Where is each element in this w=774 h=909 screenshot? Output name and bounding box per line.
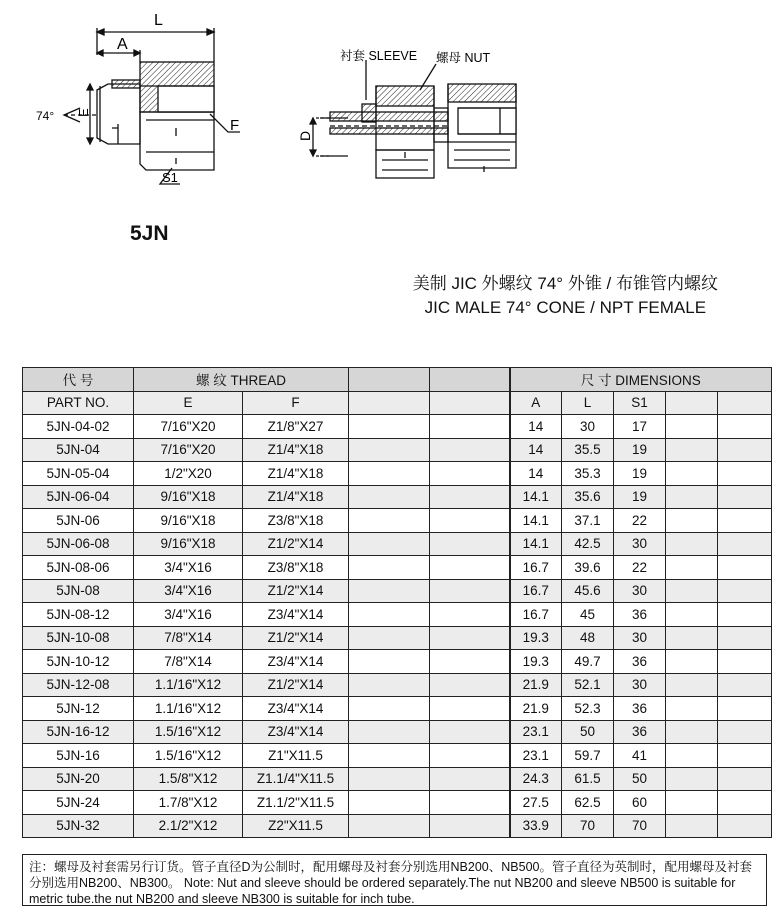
part-no-cell: 5JN-16-12 xyxy=(23,720,134,744)
dim-l-cell: 50 xyxy=(562,720,614,744)
table-row xyxy=(23,767,772,791)
table-row xyxy=(23,509,772,533)
dim-a-cell: 24.3 xyxy=(510,767,562,791)
dim-a-cell: 27.5 xyxy=(510,791,562,815)
dim-a-cell: 21.9 xyxy=(510,673,562,697)
dim-l-cell: 59.7 xyxy=(562,744,614,768)
table-row xyxy=(23,415,772,439)
dim-a-cell: 16.7 xyxy=(510,556,562,580)
thread-f-cell: Z2"X11.5 xyxy=(243,814,349,838)
thread-f-cell: Z1/2"X14 xyxy=(243,579,349,603)
dim-s1-cell: 19 xyxy=(614,485,666,509)
thread-e-cell: 2.1/2"X12 xyxy=(134,814,243,838)
dim-a-cell: 14.1 xyxy=(510,485,562,509)
table-row xyxy=(23,462,772,486)
header-dimensions: 尺 寸 DIMENSIONS xyxy=(510,368,772,392)
dim-a-cell: 16.7 xyxy=(510,579,562,603)
header-thread: 螺 纹 THREAD xyxy=(134,368,349,392)
thread-f-cell: Z3/4"X14 xyxy=(243,650,349,674)
thread-f-cell: Z3/4"X14 xyxy=(243,603,349,627)
subtitle-en: JIC MALE 74° CONE / NPT FEMALE xyxy=(424,298,707,317)
table-row xyxy=(23,579,772,603)
dim-a-cell: 19.3 xyxy=(510,650,562,674)
part-no-cell: 5JN-08-06 xyxy=(23,556,134,580)
dim-s1-cell: 36 xyxy=(614,697,666,721)
dim-s1-cell: 30 xyxy=(614,673,666,697)
dim-a-cell: 14 xyxy=(510,438,562,462)
thread-e-cell: 1.5/16"X12 xyxy=(134,744,243,768)
table-row xyxy=(23,697,772,721)
table-row xyxy=(23,720,772,744)
dim-label-d: D xyxy=(297,130,313,141)
part-no-cell: 5JN-06-04 xyxy=(23,485,134,509)
dim-s1-cell: 60 xyxy=(614,791,666,815)
part-no-cell: 5JN-04-02 xyxy=(23,415,134,439)
dim-s1-cell: 19 xyxy=(614,462,666,486)
thread-e-cell: 1.5/16"X12 xyxy=(134,720,243,744)
thread-f-cell: Z1.1/4"X11.5 xyxy=(243,767,349,791)
thread-f-cell: Z1/8"X27 xyxy=(243,415,349,439)
dim-l-cell: 35.3 xyxy=(562,462,614,486)
thread-e-cell: 9/16"X18 xyxy=(134,532,243,556)
thread-e-cell: 3/4"X16 xyxy=(134,579,243,603)
part-no-cell: 5JN-16 xyxy=(23,744,134,768)
dim-a-cell: 19.3 xyxy=(510,626,562,650)
thread-e-cell: 3/4"X16 xyxy=(134,603,243,627)
thread-e-cell: 9/16"X18 xyxy=(134,485,243,509)
dim-s1-cell: 50 xyxy=(614,767,666,791)
header-part-no: PART NO. xyxy=(23,391,134,415)
part-no-cell: 5JN-08-12 xyxy=(23,603,134,627)
table-row xyxy=(23,485,772,509)
dim-s1-cell: 36 xyxy=(614,650,666,674)
thread-f-cell: Z1/4"X18 xyxy=(243,485,349,509)
thread-f-cell: Z1/4"X18 xyxy=(243,438,349,462)
part-no-cell: 5JN-06-08 xyxy=(23,532,134,556)
dimension-table xyxy=(22,367,772,838)
thread-e-cell: 3/4"X16 xyxy=(134,556,243,580)
dim-label-f: F xyxy=(230,117,240,134)
dim-a-cell: 14.1 xyxy=(510,509,562,533)
table-row xyxy=(23,650,772,674)
table-row xyxy=(23,814,772,838)
label-sleeve: 衬套 SLEEVE xyxy=(340,49,418,63)
dim-l-cell: 52.3 xyxy=(562,697,614,721)
thread-f-cell: Z3/4"X14 xyxy=(243,720,349,744)
thread-e-cell: 7/16"X20 xyxy=(134,415,243,439)
dim-l-cell: 62.5 xyxy=(562,791,614,815)
dim-a-cell: 14 xyxy=(510,462,562,486)
dim-label-l: L xyxy=(154,12,163,29)
table-row xyxy=(23,626,772,650)
table-row xyxy=(23,603,772,627)
part-no-cell: 5JN-32 xyxy=(23,814,134,838)
thread-f-cell: Z1/2"X14 xyxy=(243,673,349,697)
dim-s1-cell: 30 xyxy=(614,626,666,650)
dim-s1-cell: 30 xyxy=(614,532,666,556)
dim-l-cell: 39.6 xyxy=(562,556,614,580)
dim-a-cell: 16.7 xyxy=(510,603,562,627)
ordering-note: 注：螺母及衬套需另行订货。管子直径D为公制时，配用螺母及衬套分别选用NB200、NB500。管子直径为英制时，配用螺母及衬套分别选用NB200、NB300。 Note: Nut and sleeve should be ordered separately.The nut NB200 and sleeve NB500 is suitable for metric tube.the nut NB200 and sleeve NB300 is suitable for inch tube. xyxy=(22,854,767,906)
table-row xyxy=(23,438,772,462)
part-no-cell: 5JN-08 xyxy=(23,579,134,603)
dim-s1-cell: 36 xyxy=(614,720,666,744)
dim-l-cell: 61.5 xyxy=(562,767,614,791)
dim-s1-cell: 41 xyxy=(614,744,666,768)
dim-l-cell: 37.1 xyxy=(562,509,614,533)
dim-l-cell: 49.7 xyxy=(562,650,614,674)
dim-s1-cell: 36 xyxy=(614,603,666,627)
table-row xyxy=(23,791,772,815)
thread-f-cell: Z1/4"X18 xyxy=(243,462,349,486)
part-no-cell: 5JN-24 xyxy=(23,791,134,815)
dim-s1-cell: 17 xyxy=(614,415,666,439)
table-row xyxy=(23,673,772,697)
part-no-cell: 5JN-12 xyxy=(23,697,134,721)
thread-e-cell: 1/2"X20 xyxy=(134,462,243,486)
dim-l-cell: 42.5 xyxy=(562,532,614,556)
dim-l-cell: 35.6 xyxy=(562,485,614,509)
table-row xyxy=(23,556,772,580)
table-subheader-row xyxy=(23,391,772,415)
dim-s1-cell: 70 xyxy=(614,814,666,838)
dim-label-a: A xyxy=(117,36,128,53)
table-row xyxy=(23,744,772,768)
dim-l-cell: 48 xyxy=(562,626,614,650)
thread-e-cell: 7/8"X14 xyxy=(134,626,243,650)
dim-l-cell: 52.1 xyxy=(562,673,614,697)
thread-e-cell: 9/16"X18 xyxy=(134,509,243,533)
part-no-cell: 5JN-10-08 xyxy=(23,626,134,650)
dim-s1-cell: 22 xyxy=(614,509,666,533)
part-no-cell: 5JN-06 xyxy=(23,509,134,533)
thread-e-cell: 1.1/16"X12 xyxy=(134,673,243,697)
thread-e-cell: 1.5/8"X12 xyxy=(134,767,243,791)
technical-drawings xyxy=(0,0,774,260)
product-subtitle xyxy=(413,272,718,320)
dim-l-cell: 30 xyxy=(562,415,614,439)
thread-e-cell: 1.1/16"X12 xyxy=(134,697,243,721)
dim-label-e: E xyxy=(76,108,91,117)
thread-e-cell: 7/8"X14 xyxy=(134,650,243,674)
subtitle-cn: 美制 JIC 外螺纹 74° 外锥 / 布锥管内螺纹 xyxy=(412,274,718,293)
thread-e-cell: 1.7/8"X12 xyxy=(134,791,243,815)
part-no-cell: 5JN-04 xyxy=(23,438,134,462)
dim-a-cell: 14 xyxy=(510,415,562,439)
thread-f-cell: Z1/2"X14 xyxy=(243,626,349,650)
dim-label-angle: 74° xyxy=(36,109,55,123)
part-no-cell: 5JN-05-04 xyxy=(23,462,134,486)
dim-a-cell: 33.9 xyxy=(510,814,562,838)
header-f: F xyxy=(243,391,349,415)
thread-f-cell: Z3/8"X18 xyxy=(243,556,349,580)
dim-s1-cell: 30 xyxy=(614,579,666,603)
thread-f-cell: Z1"X11.5 xyxy=(243,744,349,768)
dim-l-cell: 45 xyxy=(562,603,614,627)
header-a: A xyxy=(510,391,562,415)
dim-label-s1: S1 xyxy=(162,170,178,185)
part-no-cell: 5JN-10-12 xyxy=(23,650,134,674)
dim-l-cell: 70 xyxy=(562,814,614,838)
thread-f-cell: Z1/2"X14 xyxy=(243,532,349,556)
thread-f-cell: Z1.1/2"X11.5 xyxy=(243,791,349,815)
dim-s1-cell: 19 xyxy=(614,438,666,462)
header-code: 代 号 xyxy=(23,368,134,392)
dim-a-cell: 23.1 xyxy=(510,720,562,744)
header-l: L xyxy=(562,391,614,415)
part-no-cell: 5JN-20 xyxy=(23,767,134,791)
dim-a-cell: 14.1 xyxy=(510,532,562,556)
label-nut: 螺母 NUT xyxy=(436,51,491,65)
dim-l-cell: 45.6 xyxy=(562,579,614,603)
part-no-cell: 5JN-12-08 xyxy=(23,673,134,697)
table-header-row xyxy=(23,368,772,392)
table-row xyxy=(23,532,772,556)
dim-l-cell: 35.5 xyxy=(562,438,614,462)
dim-a-cell: 21.9 xyxy=(510,697,562,721)
assembly-drawing xyxy=(310,60,516,178)
thread-f-cell: Z3/4"X14 xyxy=(243,697,349,721)
header-s1: S1 xyxy=(614,391,666,415)
model-code: 5JN xyxy=(130,222,169,245)
fitting-drawing-5jn xyxy=(64,28,240,184)
header-e: E xyxy=(134,391,243,415)
dim-s1-cell: 22 xyxy=(614,556,666,580)
dim-a-cell: 23.1 xyxy=(510,744,562,768)
thread-e-cell: 7/16"X20 xyxy=(134,438,243,462)
thread-f-cell: Z3/8"X18 xyxy=(243,509,349,533)
